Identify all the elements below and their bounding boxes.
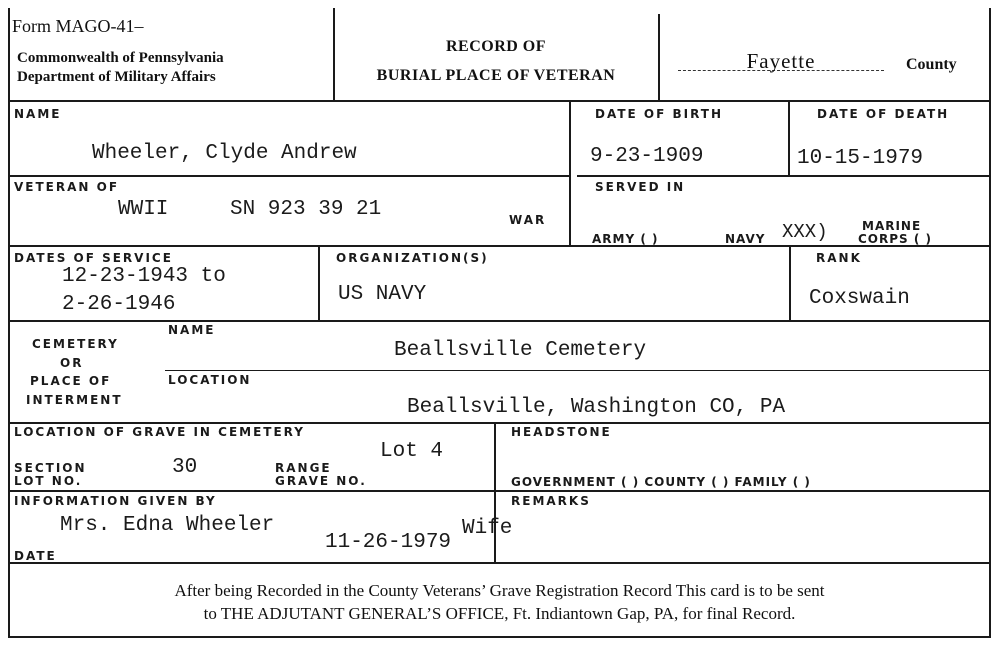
dob-label: DATE OF BIRTH: [595, 107, 723, 121]
county-value: Fayette: [746, 49, 816, 73]
header-vline-2: [658, 14, 660, 100]
service-vline-2: [789, 245, 791, 320]
cemetery-mid-line: [165, 370, 991, 371]
cemetery-label-3: PLACE OF: [30, 374, 112, 388]
navy-mark: XXX): [782, 221, 828, 243]
dates-row-divider: [577, 175, 991, 177]
cemetery-label-4: INTERMENT: [26, 393, 123, 407]
range-label: RANGE: [275, 461, 332, 475]
war-value: WWII: [118, 198, 169, 221]
dod-vline: [788, 100, 790, 175]
info-date: 11-26-1979: [325, 531, 452, 554]
cemetery-location-label: LOCATION: [168, 373, 252, 387]
service-end: 2-26-1946: [62, 293, 176, 316]
footer-line-1: After being Recorded in the County Veterans’ Grave Registration Record This card is to be sent: [174, 581, 825, 600]
cemetery-name-label: NAME: [168, 323, 216, 337]
dates-of-service-label: DATES OF SERVICE: [14, 251, 173, 265]
agency-line-2: Department of Military Affairs: [17, 69, 216, 85]
war-label: WAR: [509, 213, 547, 227]
form-title-line-2: BURIAL PLACE OF VETERAN: [376, 67, 616, 84]
section-value: 30: [172, 456, 198, 479]
marine-corps-option: CORPS ( ): [858, 232, 933, 246]
remarks-label: REMARKS: [511, 494, 591, 508]
section-label: SECTION: [14, 461, 87, 475]
info-given-by-label: INFORMATION GIVEN BY: [14, 494, 217, 508]
cemetery-label-2: OR: [60, 356, 84, 370]
lot-label: LOT NO.: [14, 474, 83, 488]
rank-value: Coxswain: [809, 287, 910, 310]
veteran-of-label: VETERAN OF: [14, 180, 120, 194]
county-label: County: [906, 56, 957, 73]
cemetery-location: Beallsville, Washington CO, PA: [407, 396, 786, 419]
dod-label: DATE OF DEATH: [817, 107, 950, 121]
lot-value: Lot 4: [380, 440, 444, 463]
date-of-birth: 9-23-1909: [590, 145, 704, 168]
dob-vline: [569, 100, 571, 245]
header-divider: [8, 100, 991, 102]
navy-option: NAVY: [725, 232, 766, 246]
headstone-options: GOVERNMENT ( ) COUNTY ( ) FAMILY ( ): [511, 475, 811, 489]
serial-number: SN 923 39 21: [230, 198, 382, 221]
info-given-by: Mrs. Edna Wheeler: [60, 514, 275, 537]
grave-row-divider: [8, 490, 991, 492]
grave-no-label: GRAVE NO.: [275, 474, 367, 488]
cemetery-label-1: CEMETERY: [32, 337, 119, 351]
cemetery-row-divider: [8, 422, 991, 424]
served-in-label: SERVED IN: [595, 180, 686, 194]
date-label: DATE: [14, 549, 57, 563]
service-start: 12-23-1943 to: [62, 265, 226, 288]
footer-line-2: to THE ADJUTANT GENERAL’S OFFICE, Ft. Indiantown Gap, PA, for final Record.: [203, 604, 796, 623]
form-title-line-1: RECORD OF: [445, 38, 547, 55]
marine-label-line-1: MARINE: [862, 219, 922, 233]
veteran-row-divider: [8, 245, 991, 247]
service-row-divider: [8, 320, 991, 322]
right-border: [989, 8, 991, 636]
cemetery-name: Beallsville Cemetery: [394, 339, 647, 362]
rank-label: RANK: [816, 251, 862, 265]
left-border: [8, 8, 10, 636]
service-vline-1: [318, 245, 320, 320]
organization-value: US NAVY: [338, 283, 427, 306]
date-of-death: 10-15-1979: [797, 147, 924, 170]
info-relation: Wife: [462, 517, 513, 540]
veteran-name: Wheeler, Clyde Andrew: [92, 142, 357, 165]
grave-location-label: LOCATION OF GRAVE IN CEMETERY: [14, 425, 305, 439]
headstone-label: HEADSTONE: [511, 425, 612, 439]
army-option: ARMY ( ): [592, 232, 659, 246]
agency-line-1: Commonwealth of Pennsylvania: [17, 50, 224, 66]
organization-label: ORGANIZATION(S): [336, 251, 489, 265]
name-label: NAME: [14, 107, 62, 121]
info-row-divider: [8, 562, 991, 564]
form-number: Form MAGO-41–: [12, 16, 144, 36]
name-row-divider: [8, 175, 569, 177]
grave-vline: [494, 422, 496, 562]
bottom-border: [8, 636, 991, 638]
